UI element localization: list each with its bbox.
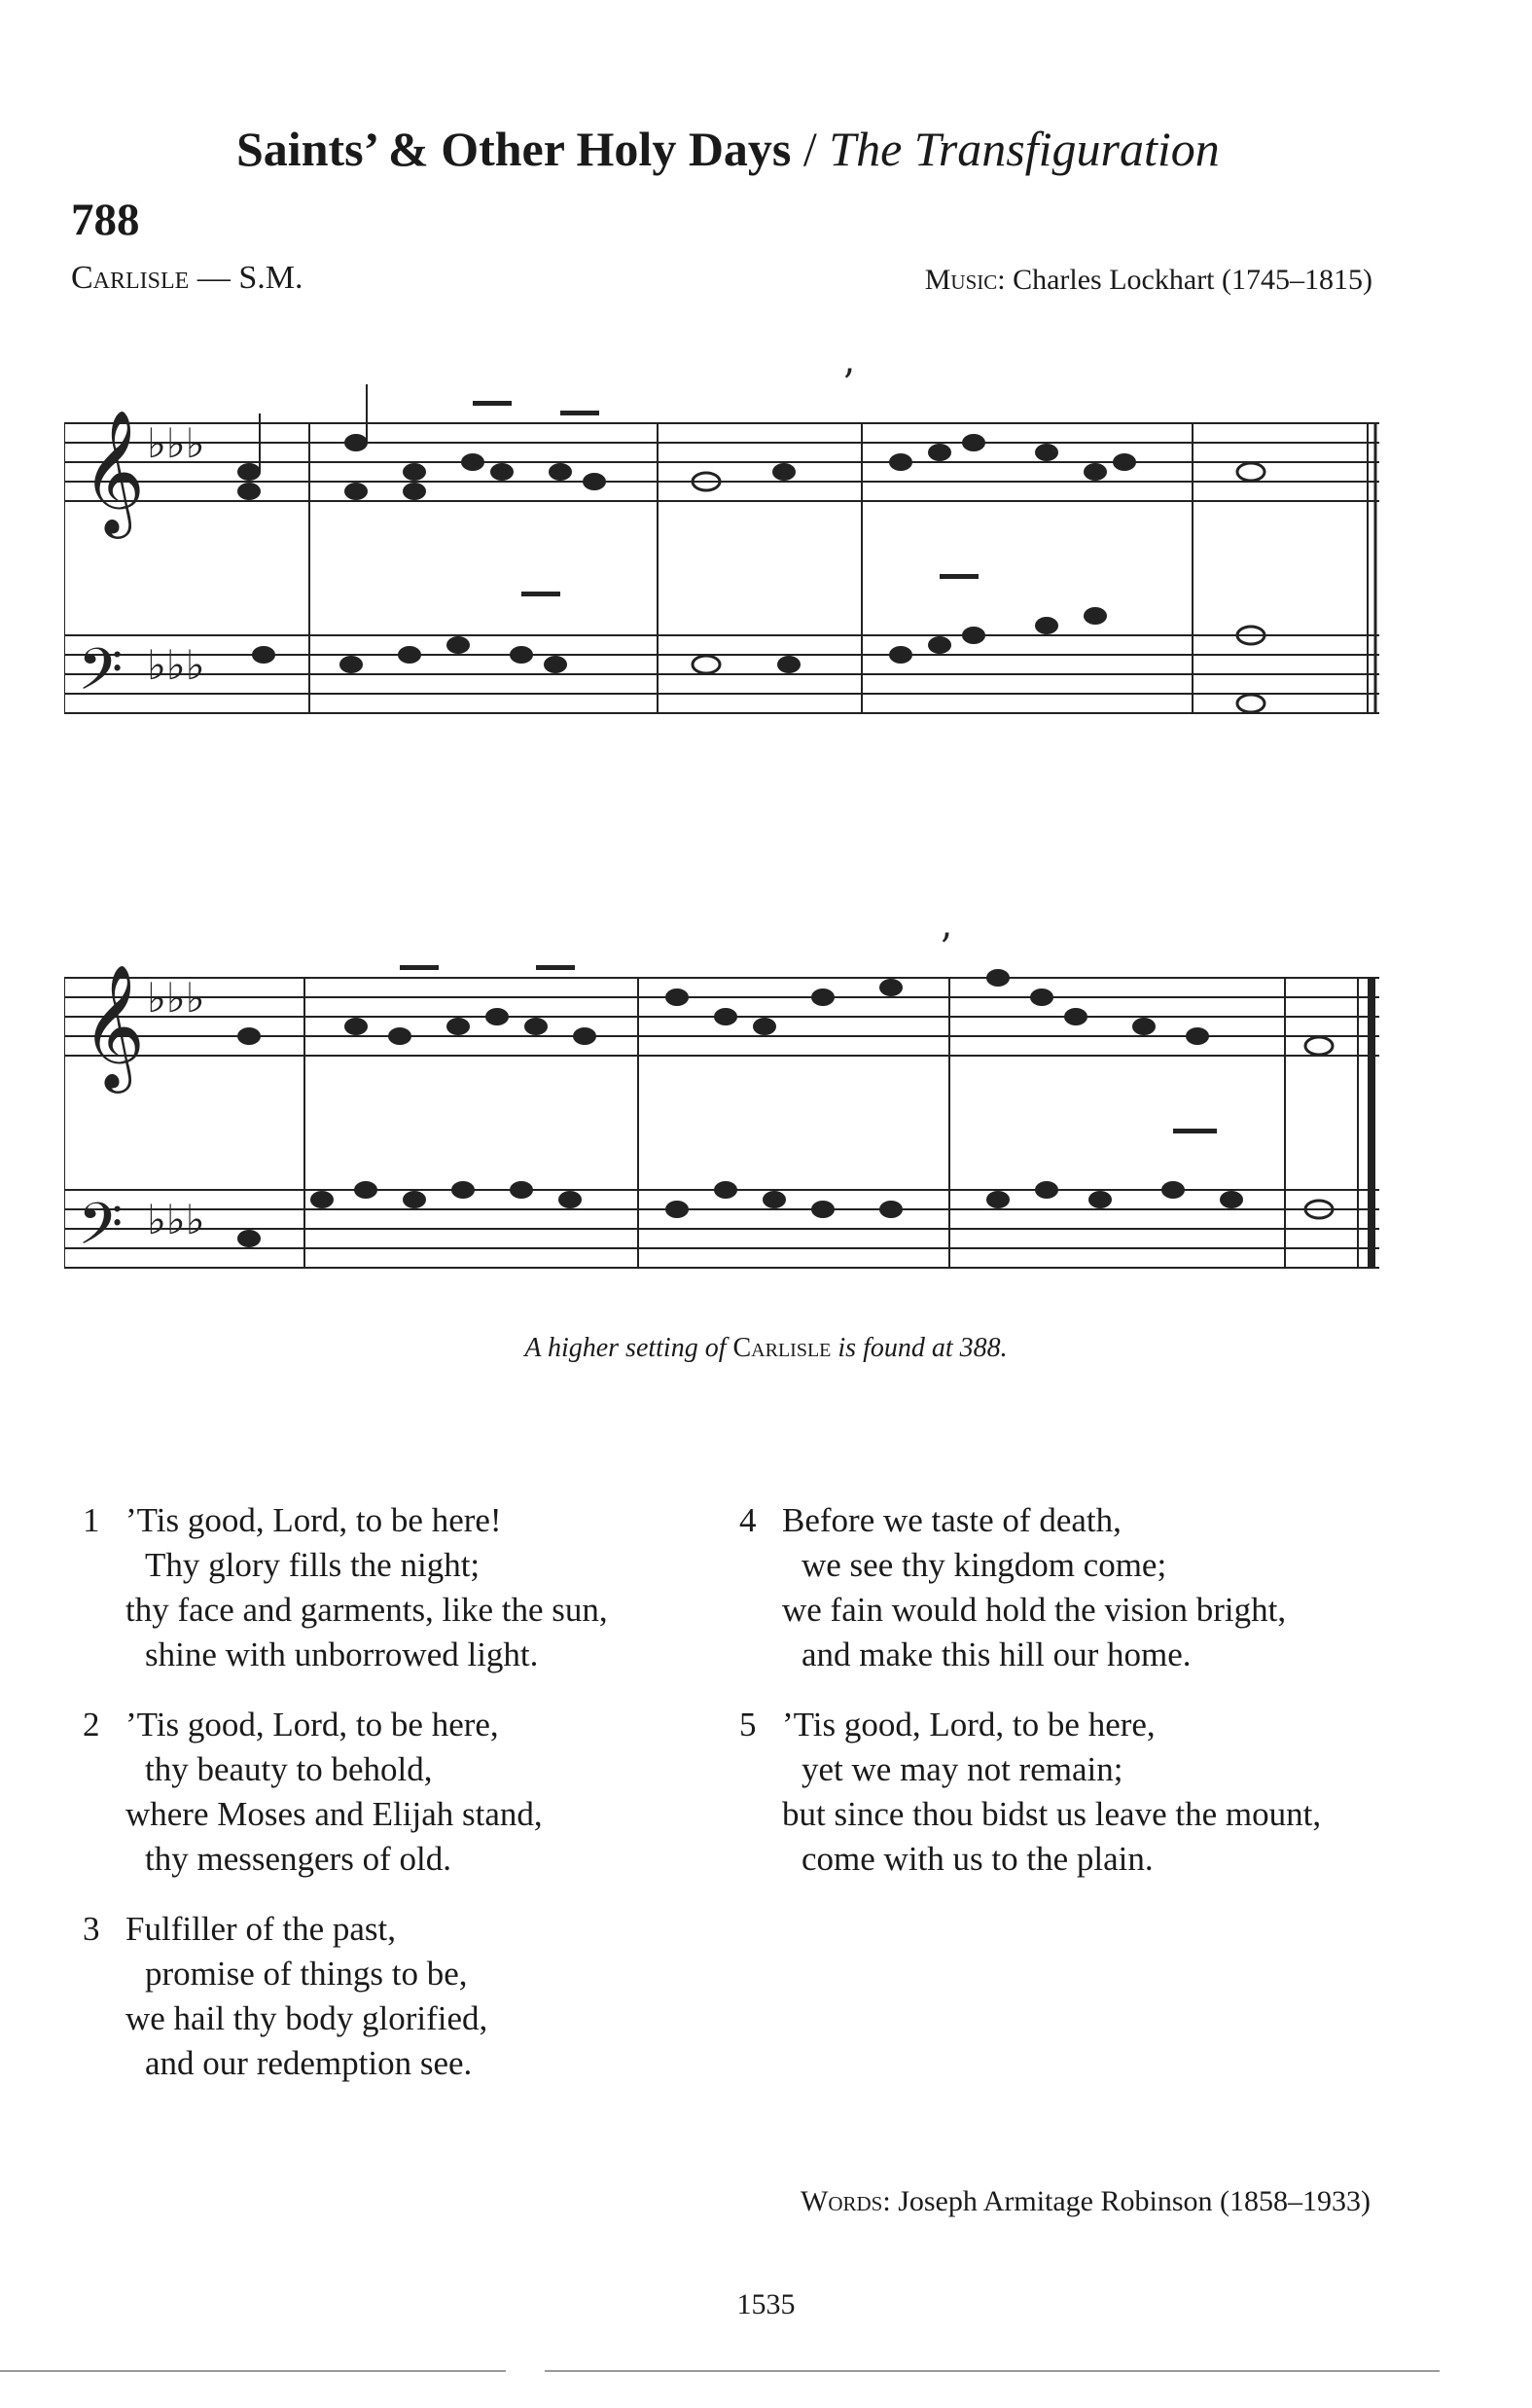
verse-line: thy messengers of old. <box>145 1840 451 1878</box>
verse-2 <box>83 1703 543 1882</box>
heading-separator: / <box>791 122 830 176</box>
svg-text:’: ’ <box>940 926 952 971</box>
verse-line: promise of things to be, <box>145 1955 468 1993</box>
svg-text:𝄞: 𝄞 <box>82 409 146 533</box>
verse-number: 1 <box>83 1501 100 1539</box>
verse-line: and our redemption see. <box>145 2044 473 2082</box>
footer-rule-left <box>0 2370 506 2372</box>
verse-line: ’Tis good, Lord, to be here, <box>125 1706 499 1743</box>
svg-text:♭♭♭: ♭♭♭ <box>147 974 205 1022</box>
hymn-number: 788 <box>71 195 140 245</box>
verse-1 <box>83 1498 608 1677</box>
page-number: 1535 <box>736 2288 796 2320</box>
section-name: Saints’ & Other Holy Days <box>236 122 792 176</box>
words-label: Words: <box>801 2185 891 2217</box>
music-label: Music: <box>924 264 1006 296</box>
tune-meter: — S.M. <box>189 260 303 296</box>
verse-4 <box>739 1498 1286 1677</box>
verse-line: ’Tis good, Lord, to be here! <box>125 1501 502 1539</box>
verse-line: come with us to the plain. <box>802 1840 1154 1878</box>
tune-line <box>71 256 303 301</box>
verse-line: thy beauty to behold, <box>145 1750 433 1788</box>
verse-line: where Moses and Elijah stand, <box>125 1795 543 1833</box>
svg-text:𝄢: 𝄢 <box>78 1190 124 1272</box>
music-system-1 <box>64 360 1379 905</box>
svg-text:♭♭♭: ♭♭♭ <box>147 641 205 689</box>
note-tune: Carlisle <box>732 1333 832 1363</box>
verse-line: yet we may not remain; <box>802 1750 1123 1788</box>
tune-name: Carlisle <box>71 260 190 296</box>
music-score-2 <box>64 856 1379 1401</box>
verse-line: Thy glory fills the night; <box>145 1546 481 1584</box>
verse-3 <box>83 1907 487 2086</box>
note-prefix: A higher setting of <box>524 1333 733 1363</box>
verse-line: Before we taste of death, <box>782 1501 1122 1539</box>
words-credit <box>801 2180 1371 2223</box>
music-composer: Charles Lockhart (1745–1815) <box>1005 264 1372 296</box>
verse-number: 4 <box>739 1501 757 1539</box>
verse-number: 5 <box>739 1706 757 1743</box>
verse-line: but since thou bidst us leave the mount, <box>782 1795 1322 1833</box>
svg-text:♭♭♭: ♭♭♭ <box>147 1196 205 1243</box>
verse-line: we hail thy body glorified, <box>125 1999 488 2037</box>
verse-line: we see thy kingdom come; <box>802 1546 1167 1584</box>
verse-line: ’Tis good, Lord, to be here, <box>782 1706 1156 1743</box>
verse-line: thy face and garments, like the sun, <box>125 1591 608 1629</box>
svg-text:’: ’ <box>842 362 855 407</box>
verse-number: 3 <box>83 1910 100 1948</box>
alternate-setting-note <box>0 1329 1532 1368</box>
verse-line: and make this hill our home. <box>802 1635 1192 1673</box>
section-heading <box>236 115 1220 183</box>
music-score-1 <box>64 360 1379 905</box>
music-system-2 <box>64 856 1379 1401</box>
note-suffix: is found at 388. <box>831 1333 1008 1363</box>
svg-text:𝄢: 𝄢 <box>78 635 124 717</box>
verse-line: Fulfiller of the past, <box>125 1910 397 1948</box>
subsection-name: The Transfiguration <box>829 122 1220 176</box>
music-credit <box>925 259 1372 302</box>
verse-number: 2 <box>83 1706 100 1743</box>
words-author: Joseph Armitage Robinson (1858–1933) <box>890 2185 1371 2217</box>
footer-rule-right <box>545 2370 1440 2372</box>
svg-text:♭♭♭: ♭♭♭ <box>147 419 205 467</box>
verse-line: shine with unborrowed light. <box>145 1635 539 1673</box>
svg-text:𝄞: 𝄞 <box>82 963 146 1088</box>
verse-line: we fain would hold the vision bright, <box>782 1591 1287 1629</box>
verse-5 <box>739 1703 1321 1882</box>
